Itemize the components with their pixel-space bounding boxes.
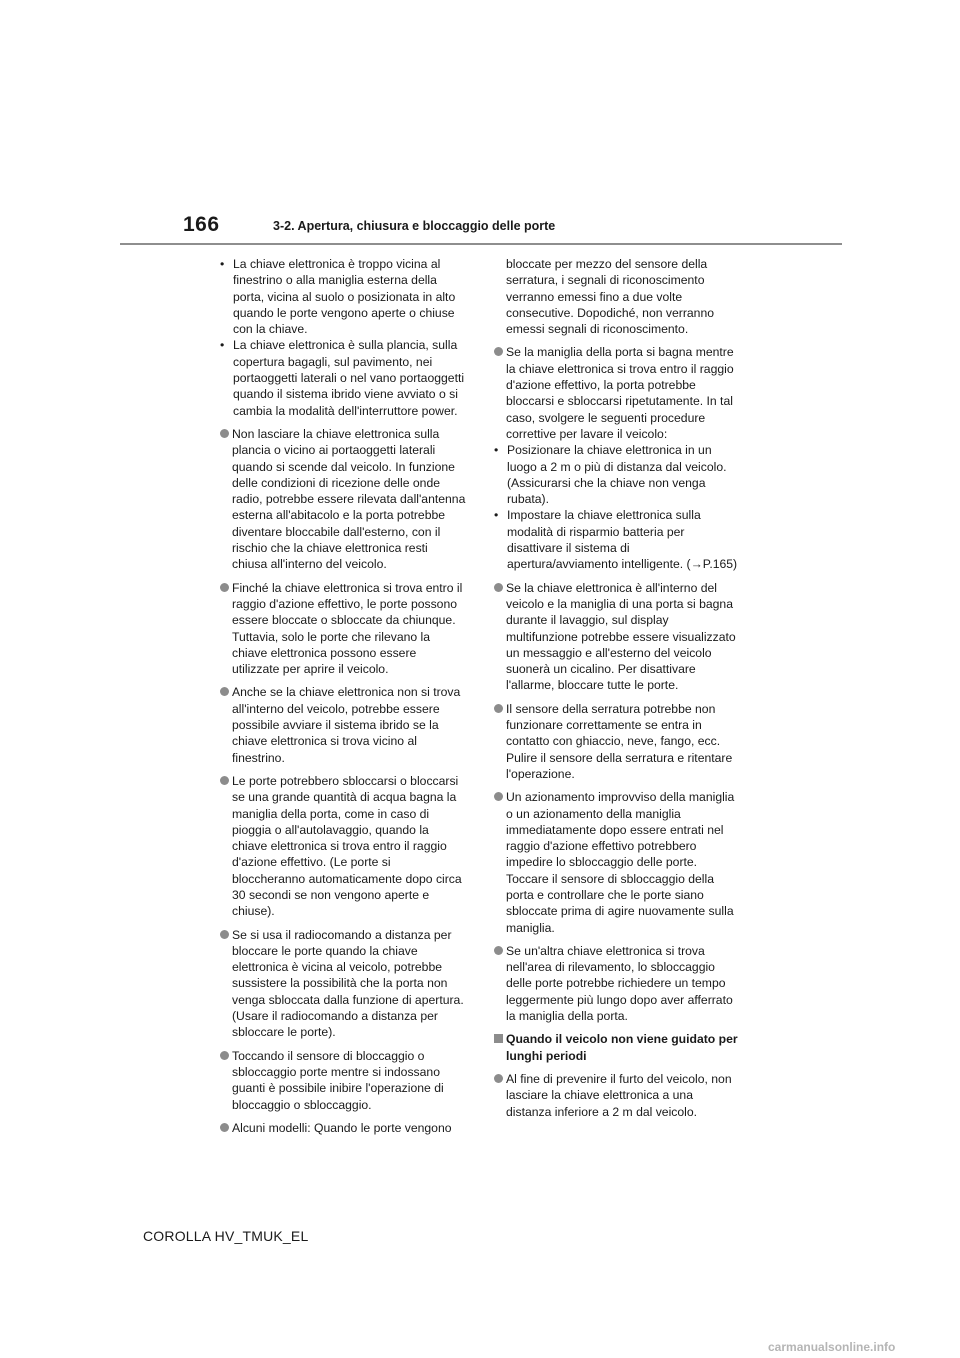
sub-bullet: •: [494, 508, 499, 523]
page-number: 166: [183, 213, 220, 236]
section-title: 3-2. Apertura, chiusura e bloccaggio delle porte: [273, 219, 556, 233]
left-column: [220, 256, 466, 1143]
sub-bullet: •: [220, 257, 225, 271]
bullet-icon: [494, 1074, 503, 1083]
bullet-icon: [494, 704, 503, 713]
list-item: Alcuni modelli: Quando le porte vengono: [220, 1120, 466, 1136]
sub-bullet: •: [494, 443, 499, 458]
list-item: Se un'altra chiave elettronica si trova nell'area di rilevamento, lo sbloccaggio delle porte potrebbe richiedere un tempo leggermente più lungo dopo aver afferrato la maniglia della porta.: [494, 943, 740, 1024]
sub-item: • La chiave elettronica è troppo vicina al finestrino o alla maniglia esterna della porta, vicina al suolo o posizionata in alto quando le porte vengono aperte o chiuse con la chiave.: [220, 257, 456, 337]
list-item: Un azionamento improvviso della maniglia o un azionamento della maniglia immediatamente dopo essere entrati nel raggio d'azione effettivo potrebbero impedire lo sbloccaggio delle porte. Toccare il sensore di sbloccaggio della porta e controllare che le porte siano sbloccate prima di agire nuovamente sulla maniglia.: [494, 789, 740, 936]
list-item: Al fine di prevenire il furto del veicolo, non lasciare la chiave elettronica a una distanza inferiore a 2 m dal veicolo.: [494, 1071, 740, 1120]
sub-item: • Impostare la chiave elettronica sulla modalità di risparmio batteria per disattivare il sistema di apertura/avviamento intelligente. (→P.165): [494, 508, 738, 572]
sub-item: • Posizionare la chiave elettronica in un luogo a 2 m o più di distanza dal veicolo. (Assicurarsi che la chiave non venga rubata).: [494, 443, 727, 507]
bullet-icon: [220, 1051, 229, 1060]
square-bullet-icon: [494, 1034, 503, 1043]
bullet-icon: [494, 347, 503, 356]
bullet-icon: [220, 687, 229, 696]
list-item: Non lasciare la chiave elettronica sulla plancia o vicino ai portaoggetti laterali quando si scende dal veicolo. In funzione delle condizioni di ricezione delle onde radio, potrebbe essere rilevata dall'antenna esterna all'abitacolo e la porta potrebbe diventare bloccabile dall'esterno, con il rischio che la chiave elettronica resti chiusa all'interno del veicolo.: [220, 426, 466, 573]
bullet-icon: [220, 1123, 229, 1132]
list-item: Se si usa il radiocomando a distanza per bloccare le porte quando la chiave elettronica è vicina al veicolo, potrebbe sussistere la possibilità che la porta non venga sbloccata dalla funzione di apertura. (Usare il radiocomando a distanza per sbloccare le porte).: [220, 927, 466, 1041]
list-item: Se la maniglia della porta si bagna mentre la chiave elettronica si trova entro il raggio d'azione effettivo, la porta potrebbe bloccarsi e sbloccarsi ripetutamente. In tal caso, svolgere le seguenti procedure correttive per lavare il veicolo:: [494, 344, 740, 442]
list-item: Se la chiave elettronica è all'interno del veicolo e la maniglia di una porta si bagna durante il lavaggio, sul display multifunzione potrebbe essere visualizzato un messaggio e all'esterno del veicolo suonerà un cicalino. Per disattivare l'allarme, bloccare tutte le porte.: [494, 580, 740, 694]
header-rule: [120, 243, 842, 245]
bullet-icon: [220, 583, 229, 592]
footer-model-code: COROLLA HV_TMUK_EL: [143, 1228, 309, 1244]
section-heading: Quando il veicolo non viene guidato per lunghi periodi: [494, 1031, 740, 1064]
list-item-continuation: bloccate per mezzo del sensore della serratura, i segnali di riconoscimento verranno emessi fino a due volte consecutive. Dopodiché, non verranno emessi segnali di riconoscimento.: [506, 257, 714, 337]
list-item: Finché la chiave elettronica si trova entro il raggio d'azione effettivo, le porte possono essere bloccate o sbloccate da chiunque. Tuttavia, solo le porte che rilevano la chiave elettronica possono essere utilizzate per aprire il veicolo.: [220, 580, 466, 678]
list-item: Anche se la chiave elettronica non si trova all'interno del veicolo, potrebbe essere possibile avviare il sistema ibrido se la chiave elettronica si trova vicino al finestrino.: [220, 684, 466, 765]
bullet-icon: [220, 429, 229, 438]
list-item: Il sensore della serratura potrebbe non funzionare correttamente se entra in contatto con ghiaccio, neve, fango, ecc. Pulire il sensore della serratura e ritentare l'operazione.: [494, 701, 740, 782]
sub-item: • La chiave elettronica è sulla plancia, sulla copertura bagagli, sul pavimento, nei portaoggetti laterali o nel vano portaoggetti quando il sistema ibrido viene avviato o si cambia la modalità dell'interruttore power.: [220, 338, 465, 418]
bullet-icon: [220, 776, 229, 785]
sub-list: [220, 256, 466, 419]
bullet-icon: [494, 946, 503, 955]
bullet-icon: [494, 583, 503, 592]
bullet-icon: [220, 930, 229, 939]
sub-list: [494, 442, 740, 572]
sub-bullet: •: [220, 338, 225, 353]
list-item: Le porte potrebbero sbloccarsi o bloccarsi se una grande quantità di acqua bagna la maniglia della porta, come in caso di pioggia o all'autolavaggio, quando la chiave elettronica si trova entro il raggio d'azione effettivo. (Le porte si bloccheranno automaticamente dopo circa 30 secondi se non vengono aperte e chiuse).: [220, 773, 466, 920]
list-item: Toccando il sensore di bloccaggio o sbloccaggio porte mentre si indossano guanti è possibile inibire l'operazione di bloccaggio o sbloccaggio.: [220, 1048, 466, 1113]
right-column: [494, 256, 740, 1127]
watermark-link[interactable]: carmanualsonline.info: [768, 1340, 896, 1354]
bullet-icon: [494, 792, 503, 801]
